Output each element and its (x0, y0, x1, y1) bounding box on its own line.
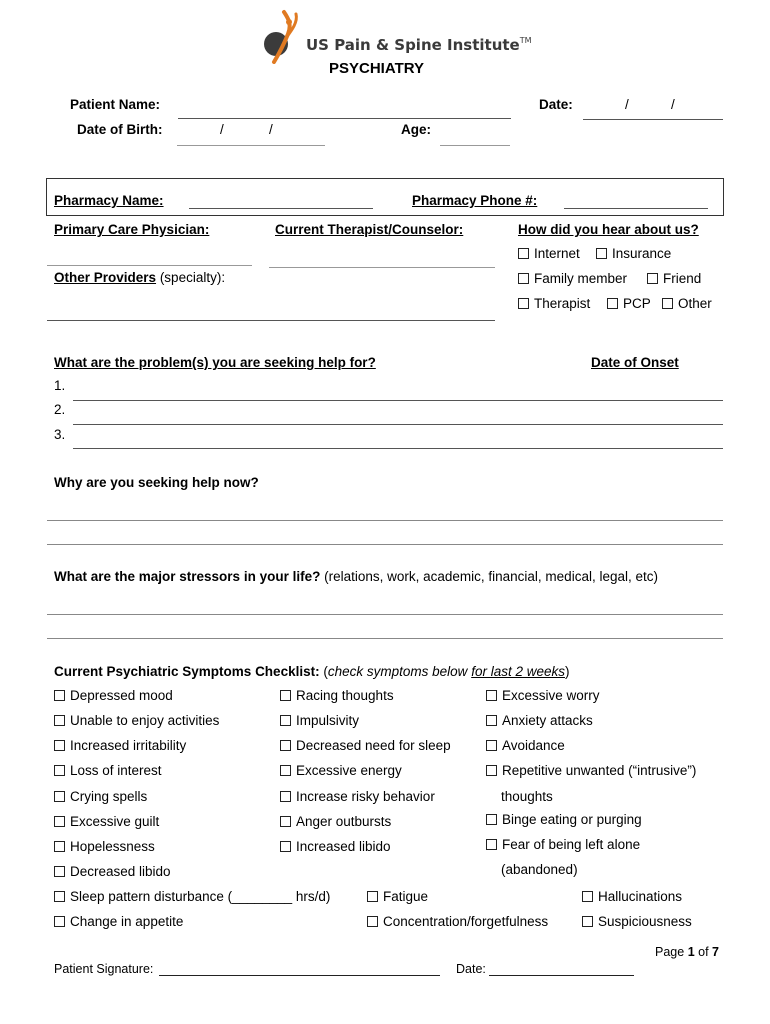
symptoms-heading (54, 664, 569, 679)
patient-name-field[interactable] (178, 118, 511, 119)
footer-date-field[interactable] (489, 975, 634, 976)
symptom-item[interactable]: Anxiety attacks (486, 713, 593, 728)
checkbox[interactable] (582, 916, 593, 927)
checkbox[interactable] (54, 866, 65, 877)
age-label: Age: (401, 122, 431, 137)
checkbox[interactable] (280, 841, 291, 852)
stressors-title: What are the major stressors in your life? (54, 569, 321, 584)
checkbox[interactable] (367, 916, 378, 927)
checkbox[interactable] (367, 891, 378, 902)
checkbox[interactable] (280, 791, 291, 802)
checkbox[interactable] (486, 839, 497, 850)
checkbox[interactable] (54, 765, 65, 776)
checkbox[interactable] (647, 273, 658, 284)
dob-slash-1: / (220, 122, 224, 137)
symptom-item[interactable]: Excessive worry (486, 688, 600, 703)
problem-field[interactable] (73, 400, 723, 401)
checkbox[interactable] (280, 690, 291, 701)
hear-option[interactable]: Insurance (596, 246, 671, 261)
symptoms-instruction: check symptoms below (327, 664, 468, 679)
symptom-item[interactable]: Suspiciousness (582, 914, 692, 929)
problems-question: What are the problem(s) you are seeking help for? (54, 355, 376, 370)
symptom-item[interactable]: Increased irritability (54, 738, 186, 753)
stressors-field[interactable] (47, 638, 723, 639)
symptom-item[interactable]: Excessive guilt (54, 814, 159, 829)
dob-field[interactable] (177, 145, 325, 146)
pharmacy-name-label: Pharmacy Name: (54, 193, 164, 208)
pcp-label: Primary Care Physician: (54, 222, 210, 237)
date-field[interactable] (583, 119, 723, 120)
checkbox[interactable] (54, 791, 65, 802)
onset-label: Date of Onset (591, 355, 679, 370)
symptom-item[interactable]: Avoidance (486, 738, 565, 753)
checkbox[interactable] (486, 765, 497, 776)
symptom-item[interactable]: Concentration/forgetfulness (367, 914, 548, 929)
checkbox[interactable] (54, 740, 65, 751)
date-slash-2: / (671, 97, 675, 112)
symptom-item[interactable]: Fear of being left alone (486, 837, 640, 852)
stressors-field[interactable] (47, 614, 723, 615)
checkbox[interactable] (54, 891, 65, 902)
checkbox[interactable] (54, 715, 65, 726)
dob-slash-2: / (269, 122, 273, 137)
symptom-item[interactable]: Anger outbursts (280, 814, 391, 829)
paren: ( (323, 664, 328, 679)
hear-option[interactable]: Family member (518, 271, 627, 286)
date-label: Date: (539, 97, 573, 112)
hear-label: How did you hear about us? (518, 222, 699, 237)
page-title: PSYCHIATRY (329, 60, 425, 77)
checkbox[interactable] (607, 298, 618, 309)
symptom-item[interactable]: Racing thoughts (280, 688, 394, 703)
checkbox[interactable] (280, 740, 291, 751)
checkbox[interactable] (518, 248, 529, 259)
signature-label: Patient Signature: (54, 962, 154, 976)
symptom-item[interactable]: Depressed mood (54, 688, 173, 703)
symptom-item[interactable]: Unable to enjoy activities (54, 713, 219, 728)
pharmacy-name-field[interactable] (189, 208, 373, 209)
logo (262, 8, 532, 64)
symptom-item[interactable]: Hallucinations (582, 889, 682, 904)
checkbox[interactable] (54, 916, 65, 927)
checkbox[interactable] (54, 690, 65, 701)
problem-number: 3. (54, 427, 66, 442)
other-providers-title: Other Providers (54, 270, 157, 285)
hear-option[interactable]: PCP (607, 296, 651, 311)
other-providers-field[interactable] (47, 320, 495, 321)
other-providers-note: (specialty): (159, 270, 226, 285)
logo-text: US Pain & Spine Institute (306, 36, 520, 54)
symptom-item[interactable]: Change in appetite (54, 914, 183, 929)
symptom-item[interactable]: Increase risky behavior (280, 789, 435, 804)
symptoms-title: Current Psychiatric Symptoms Checklist: (54, 664, 320, 679)
pharmacy-phone-label: Pharmacy Phone #: (412, 193, 538, 208)
symptom-item[interactable]: Hopelessness (54, 839, 155, 854)
symptom-item[interactable]: Sleep pattern disturbance (________ hrs/d) (54, 889, 330, 904)
checkbox[interactable] (518, 298, 529, 309)
problem-field[interactable] (73, 448, 723, 449)
patient-name-label: Patient Name: (70, 97, 161, 112)
symptom-item[interactable]: Decreased libido (54, 864, 171, 879)
problem-number: 1. (54, 378, 66, 393)
symptom-item[interactable]: Binge eating or purging (486, 812, 642, 827)
checkbox[interactable] (54, 816, 65, 827)
therapist-field[interactable] (269, 267, 495, 268)
other-providers-label (54, 270, 225, 285)
problem-field[interactable] (73, 424, 723, 425)
checkbox[interactable] (280, 816, 291, 827)
why-now-field[interactable] (47, 520, 723, 521)
checkbox[interactable] (582, 891, 593, 902)
why-now-question: Why are you seeking help now? (54, 475, 259, 490)
hear-option[interactable]: Therapist (518, 296, 590, 311)
footer-date-label: Date: (456, 962, 486, 976)
pcp-field[interactable] (47, 265, 252, 266)
trademark: TM (519, 36, 532, 45)
why-now-field[interactable] (47, 544, 723, 545)
symptom-item-continued: (abandoned) (501, 862, 578, 877)
checkbox[interactable] (280, 765, 291, 776)
symptom-item[interactable]: Repetitive unwanted (“intrusive”) (486, 763, 696, 778)
checkbox[interactable] (662, 298, 673, 309)
stressors-note: (relations, work, academic, financial, medical, legal, etc) (324, 569, 658, 584)
checkbox[interactable] (486, 690, 497, 701)
checkbox[interactable] (486, 715, 497, 726)
symptom-item[interactable]: Increased libido (280, 839, 391, 854)
symptom-item[interactable]: Fatigue (367, 889, 428, 904)
checkbox[interactable] (54, 841, 65, 852)
symptom-item[interactable]: Impulsivity (280, 713, 359, 728)
spine-logo-icon (262, 8, 304, 64)
checkbox[interactable] (596, 248, 607, 259)
stressors-question (54, 569, 658, 584)
pharmacy-phone-field[interactable] (564, 208, 708, 209)
therapist-label: Current Therapist/Counselor: (275, 222, 464, 237)
symptom-item[interactable]: Decreased need for sleep (280, 738, 451, 753)
symptom-item[interactable]: Crying spells (54, 789, 147, 804)
hear-option[interactable]: Friend (647, 271, 701, 286)
dob-label: Date of Birth: (77, 122, 163, 137)
checkbox[interactable] (518, 273, 529, 284)
checkbox[interactable] (280, 715, 291, 726)
date-slash-1: / (625, 97, 629, 112)
symptoms-period: for last 2 weeks (471, 664, 565, 679)
signature-field[interactable] (159, 975, 440, 976)
checkbox[interactable] (486, 814, 497, 825)
checkbox[interactable] (486, 740, 497, 751)
age-field[interactable] (440, 145, 510, 146)
problem-number: 2. (54, 402, 66, 417)
symptom-item[interactable]: Loss of interest (54, 763, 162, 778)
hear-option[interactable]: Internet (518, 246, 580, 261)
symptom-item[interactable]: Excessive energy (280, 763, 402, 778)
paren: ) (564, 664, 570, 679)
symptom-item-continued: thoughts (501, 789, 553, 804)
page-indicator: Page 1 of 7 (655, 945, 719, 959)
hear-option[interactable]: Other (662, 296, 712, 311)
